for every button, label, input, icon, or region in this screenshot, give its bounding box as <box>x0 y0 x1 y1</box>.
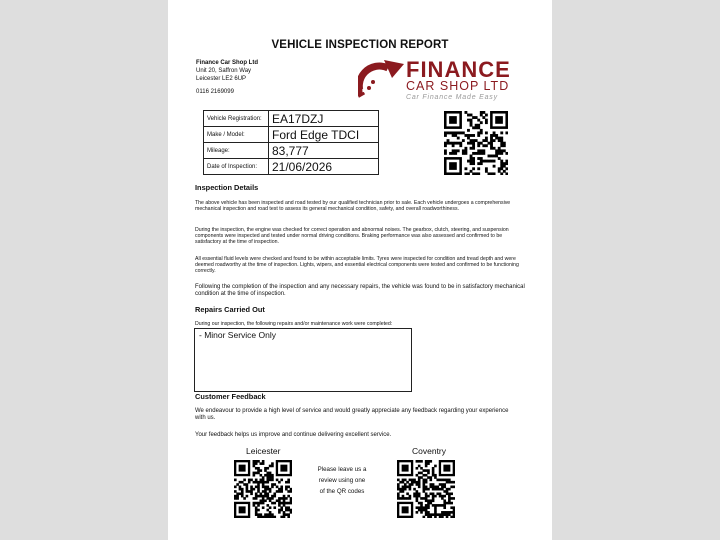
inspection-paragraph-2: During the inspection, the engine was checked for correct operation and abnormal noises. The gearbox, clutch, steering, and suspension components were inspected and tested under normal driving conditions. Braking performance was also assessed and confirmed to be satisfactory at the time of inspection. <box>195 227 509 246</box>
qr-code-icon <box>234 460 292 518</box>
coventry-review-qr-code[interactable] <box>397 460 455 518</box>
swoosh-arrow-icon <box>358 58 406 104</box>
table-row <box>204 143 379 159</box>
review-line-3: of the QR codes <box>319 488 365 495</box>
table-row <box>204 127 379 143</box>
vehicle-row-label: Date of Inspection: <box>204 159 269 175</box>
company-logo <box>358 58 518 106</box>
table-row <box>204 111 379 127</box>
vehicle-details-table <box>203 110 379 175</box>
vehicle-row-value: EA17DZJ <box>269 111 379 127</box>
inspection-report-page <box>168 0 552 540</box>
review-instructions <box>312 464 372 497</box>
logo-line-1: FINANCE <box>406 57 511 82</box>
repairs-box <box>194 328 412 392</box>
inspection-paragraph-3: All essential fluid levels were checked and found to be within acceptable limits. Tyres were inspected for condition and tread depth and were deemed roadworthy at the time of inspection. Lights, wipers, and essential electrical components were tested and confirmed to be functioning correctly. <box>195 256 519 275</box>
address-line-2: Leicester LE2 6UP <box>196 76 247 82</box>
logo-tagline: Car Finance Made Easy <box>406 94 498 101</box>
vehicle-row-value: 21/06/2026 <box>269 159 379 175</box>
vehicle-qr-code[interactable] <box>444 111 508 175</box>
leicester-review-qr-code[interactable] <box>234 460 292 518</box>
inspection-heading: Inspection Details <box>195 183 259 192</box>
repair-item: - Minor Service Only <box>199 330 276 340</box>
qr-code-icon <box>397 460 455 518</box>
vehicle-row-label: Make / Model: <box>204 127 269 143</box>
company-address-block <box>196 59 258 83</box>
repairs-heading: Repairs Carried Out <box>195 305 265 314</box>
vehicle-row-label: Mileage: <box>204 143 269 159</box>
repairs-intro: During our inspection, the following repairs and/or maintenance work were completed: <box>195 321 393 327</box>
leicester-label: Leicester <box>246 446 281 456</box>
review-line-1: Please leave us a <box>317 466 367 473</box>
feedback-heading: Customer Feedback <box>195 392 266 401</box>
review-line-2: review using one <box>318 477 366 484</box>
table-row <box>204 159 379 175</box>
inspection-paragraph-4: Following the completion of the inspection and any necessary repairs, the vehicle was found to be in satisfactory mechanical condition at the time of inspection. <box>195 284 525 297</box>
qr-code-icon <box>444 111 508 175</box>
feedback-paragraph-1: We endeavour to provide a high level of service and would greatly appreciate any feedback regarding your experience with us. <box>195 408 509 421</box>
vehicle-row-value: 83,777 <box>269 143 379 159</box>
logo-line-2: CAR SHOP LTD <box>406 79 510 93</box>
address-line-1: Unit 20, Saffron Way <box>196 68 252 74</box>
coventry-label: Coventry <box>412 446 447 456</box>
vehicle-row-label: Vehicle Registration: <box>204 111 269 127</box>
report-title: VEHICLE INSPECTION REPORT <box>271 39 449 51</box>
vehicle-row-value: Ford Edge TDCI <box>269 127 379 143</box>
company-phone: 0116 2169099 <box>196 89 234 95</box>
feedback-paragraph-2: Your feedback helps us improve and continue delivering excellent service. <box>195 432 392 438</box>
inspection-paragraph-1: The above vehicle has been inspected and road tested by our qualified technician prior to sale. Each vehicle undergoes a comprehensive mechanical inspection and road test to assess its general mechanical condition, safety, and overall roadworthiness. <box>195 200 511 213</box>
company-name: Finance Car Shop Ltd <box>196 60 259 66</box>
